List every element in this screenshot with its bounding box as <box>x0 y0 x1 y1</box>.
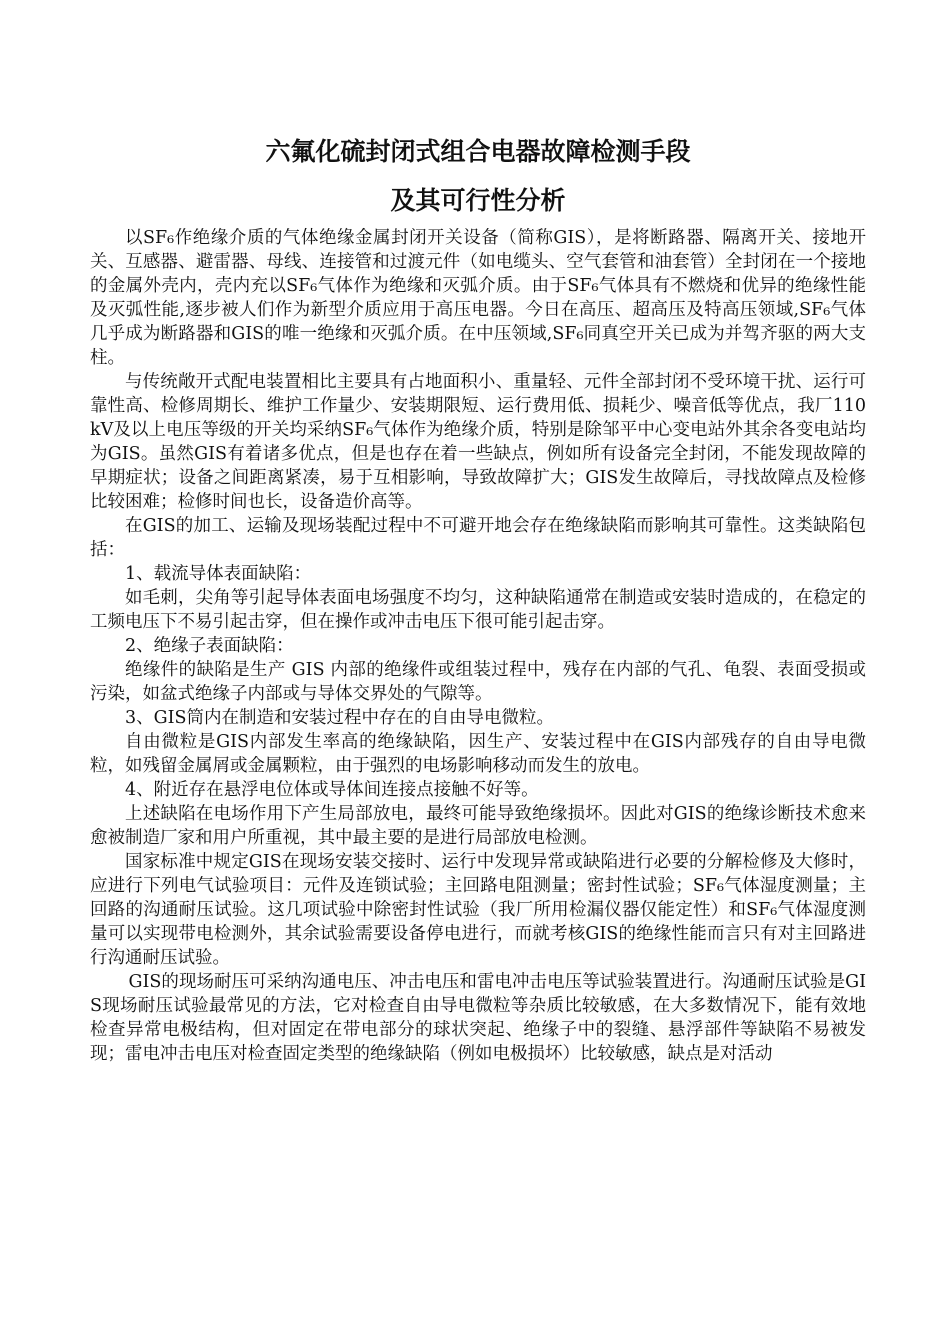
paragraph-advantages: 与传统敞开式配电装置相比主要具有占地面积小、重量轻、元件全部封闭不受环境干扰、运行可靠性高、检修周期长、维护工作量少、安装期限短、运行费用低、损耗少、噪音低等优点，我厂110kV及以上电压等级的开关均采纳SF₆气体作为绝缘介质，特别是除邹平中心变电站外其余各变电站均为GIS。虽然GIS有着诸多优点，但是也存在着一些缺点，例如所有设备完全封闭，不能发现故障的早期症状；设备之间距离紧凑，易于互相影响，导致故障扩大；GIS发生故障后，寻找故障点及检修比较困难；检修时间也长，设备造价高等。 <box>90 372 866 512</box>
defect-heading-4: 4、附近存在悬浮电位体或导体间连接点接触不好等。 <box>125 780 539 800</box>
defect-heading-3: 3、GIS筒内在制造和安装过程中存在的自由导电微粒。 <box>125 708 555 728</box>
document-body <box>90 226 866 1066</box>
paragraph-defect-3: 自由微粒是GIS内部发生率高的绝缘缺陷，因生产、安装过程中在GIS内部残存的自由导电微粒，如残留金属屑或金属颗粒，由于强烈的电场影响移动而发生的放电。 <box>90 732 866 776</box>
defect-heading-1: 1、载流导体表面缺陷： <box>125 564 312 584</box>
document-title-line-2: 及其可行性分析 <box>390 186 566 215</box>
defect-heading-2: 2、绝缘子表面缺陷： <box>125 636 294 656</box>
paragraph-intro: 以SF₆作绝缘介质的气体绝缘金属封闭开关设备（简称GIS），是将断路器、隔离开关、接地开关、互感器、避雷器、母线、连接管和过渡元件（如电缆头、空气套管和油套管）全封闭在一个接地的金属外壳内，壳内充以SF₆气体作为绝缘和灭弧介质。由于SF₆气体具有不燃烧和优异的绝缘性能及灭弧性能,逐步被人们作为新型介质应用于高压电器。今日在高压、超高压及特高压领域,SF₆气体几乎成为断路器和GIS的唯一绝缘和灭弧介质。在中压领域,SF₆同真空开关已成为并驾齐驱的两大支柱。 <box>90 228 866 368</box>
paragraph-defect-1: 如毛刺，尖角等引起导体表面电场强度不均匀，这种缺陷通常在制造或安装时造成的，在稳定的工频电压下不易引起击穿，但在操作或冲击电压下很可能引起击穿。 <box>90 588 866 632</box>
paragraph-national-standard: 国家标准中规定GIS在现场安装交接时、运行中发现异常或缺陷进行必要的分解检修及大修时，应进行下列电气试验项目：元件及连锁试验；主回路电阻测量；密封性试验；SF₆气体湿度测量；主回路的沟通耐压试验。这几项试验中除密封性试验（我厂所用检漏仪器仅能定性）和SF₆气体湿度测量可以实现带电检测外，其余试验需要设备停电进行，而就考核GIS的绝缘性能而言只有对主回路进行沟通耐压试验。 <box>90 852 866 968</box>
paragraph-defects-intro: 在GIS的加工、运输及现场装配过程中不可避开地会存在绝缘缺陷而影响其可靠性。这类缺陷包括： <box>90 516 866 560</box>
paragraph-partial-discharge: 上述缺陷在电场作用下产生局部放电，最终可能导致绝缘损坏。因此对GIS的绝缘诊断技术愈来愈被制造厂家和用户所重视，其中最主要的是进行局部放电检测。 <box>90 804 866 848</box>
paragraph-defect-2: 绝缘件的缺陷是生产 GIS 内部的绝缘件或组装过程中，残存在内部的气孔、龟裂、表面受损或污染，如盆式绝缘子内部或与导体交界处的气隙等。 <box>90 660 866 704</box>
document-title-line-1: 六氟化硫封闭式组合电器故障检测手段 <box>265 137 691 166</box>
paragraph-withstand-test: GIS的现场耐压可采纳沟通电压、冲击电压和雷电冲击电压等试验装置进行。沟通耐压试验是GIS现场耐压试验最常见的方法，它对检查自由导电微粒等杂质比较敏感，在大多数情况下，能有效地检查异常电极结构，但对固定在带电部分的球状突起、绝缘子中的裂缝、悬浮部件等缺陷不易被发现；雷电冲击电压对检查固定类型的绝缘缺陷（例如电极损坏）比较敏感，缺点是对活动 <box>90 972 866 1064</box>
